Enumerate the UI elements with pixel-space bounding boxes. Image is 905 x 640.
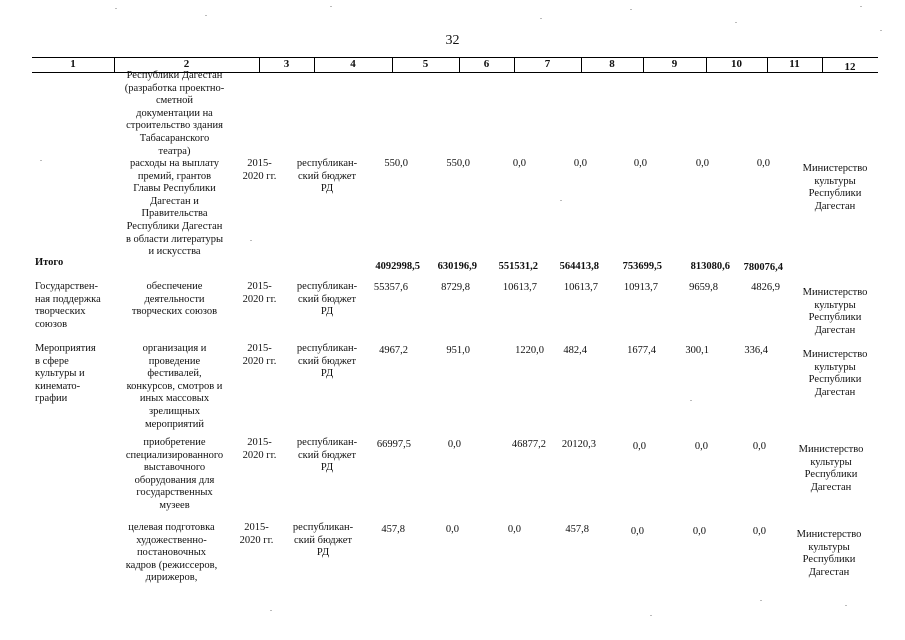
row-responsible: Министерство культуры Республики Дагестан [802,287,868,336]
row-period: 2015- 2020 гг. [242,343,277,367]
row-period: 2015- 2020 гг. [242,158,277,182]
row-funding-source: республикан- ский бюджет РД [296,343,358,380]
total-col-5: 4092998,5 [375,261,420,272]
row-funding-source: республикан- ский бюджет РД [296,281,358,318]
header-col-10: 10 [731,58,742,70]
page-number: 32 [445,33,460,48]
total-col-11: 780076,4 [743,262,783,273]
header-col-1: 1 [70,58,76,70]
value-col-8: 482,4 [563,345,587,356]
row-period: 2015- 2020 гг. [239,522,274,546]
total-col-6: 630196,9 [437,261,477,272]
header-col-6: 6 [483,58,490,70]
header-col-4: 4 [350,58,356,70]
value-col-9: 10913,7 [623,282,658,293]
value-col-6: 0,0 [445,524,459,535]
value-col-5: 550,0 [384,158,408,169]
value-col-10: 9659,8 [689,282,718,293]
value-col-7: 10613,7 [502,282,537,293]
value-col-8: 457,8 [565,524,589,535]
value-col-9: 0,0 [632,441,646,452]
value-col-10: 0,0 [694,441,708,452]
continued-description: Республики Дагестан (разработка проектно- сметной документации на строительство здания Табасаранского театра) [124,70,225,157]
value-col-10: 0,0 [695,158,709,169]
row-responsible: Министерство культуры Республики Дагестан [802,349,868,398]
value-col-11: 0,0 [752,526,766,537]
row-responsible: Министерство культуры Республики Дагестан [802,163,868,212]
total-col-9: 753699,5 [622,261,662,272]
header-col-2: 2 [183,58,190,70]
header-col-5: 5 [422,58,429,70]
total-col-7: 551531,2 [498,261,538,272]
header-col-12: 12 [844,61,856,73]
header-col-11: 11 [789,58,800,70]
value-col-7: 0,0 [507,524,521,535]
header-col-7: 7 [544,58,551,70]
value-col-7: 1220,0 [515,345,544,356]
value-col-8: 0,0 [573,158,587,169]
row-funding-source: республикан- ский бюджет РД [292,522,354,559]
value-col-6: 951,0 [446,345,470,356]
row-description: обеспечение деятельности творческих союзов [131,281,218,318]
row-period: 2015- 2020 гг. [242,281,277,305]
row-responsible: Министерство культуры Республики Дагестан [798,444,864,493]
value-col-5: 55357,6 [373,282,408,293]
value-col-9: 0,0 [633,158,647,169]
value-col-9: 1677,4 [627,345,656,356]
row-category: Мероприятия в сфере культуры и кинемато- графии [35,343,96,405]
header-col-9: 9 [671,58,678,70]
row-funding-source: республикан- ский бюджет РД [296,437,358,474]
total-label: Итого [35,257,64,268]
value-col-10: 300,1 [685,345,709,356]
value-col-11: 336,4 [744,345,768,356]
row-description: расходы на выплату премий, грантов Главы Республики Дагестан и Правительства Республики Дагестан в области литературы и искусства [125,158,224,258]
value-col-10: 0,0 [692,526,706,537]
value-col-6: 8729,8 [441,282,470,293]
value-col-5: 66997,5 [376,439,411,450]
value-col-6: 550,0 [446,158,470,169]
row-category: Государствен- ная поддержка творческих союзов [35,281,101,330]
value-col-5: 4967,2 [379,345,408,356]
value-col-6: 0,0 [447,439,461,450]
row-responsible: Министерство культуры Республики Дагестан [796,529,862,578]
value-col-7: 46877,2 [511,439,546,450]
row-description: приобретение специализированного выставочного оборудования для государственных музеев [125,437,224,511]
value-col-9: 0,0 [630,526,644,537]
value-col-8: 10613,7 [563,282,598,293]
value-col-11: 0,0 [752,441,766,452]
total-col-10: 813080,6 [690,261,730,272]
value-col-11: 0,0 [756,158,770,169]
value-col-8: 20120,3 [561,439,596,450]
total-col-8: 564413,8 [559,261,599,272]
row-description: целевая подготовка художественно- постановочных кадров (режиссеров, дирижеров, [125,522,218,584]
value-col-11: 4826,9 [751,282,780,293]
header-col-3: 3 [283,58,290,70]
row-period: 2015- 2020 гг. [242,437,277,461]
row-description: организация и проведение фестивалей, конкурсов, смотров и иных массовых зрелищных мероприятий [126,343,223,430]
value-col-5: 457,8 [381,524,405,535]
value-col-7: 0,0 [512,158,526,169]
row-funding-source: республикан- ский бюджет РД [296,158,358,195]
header-col-8: 8 [609,58,615,70]
